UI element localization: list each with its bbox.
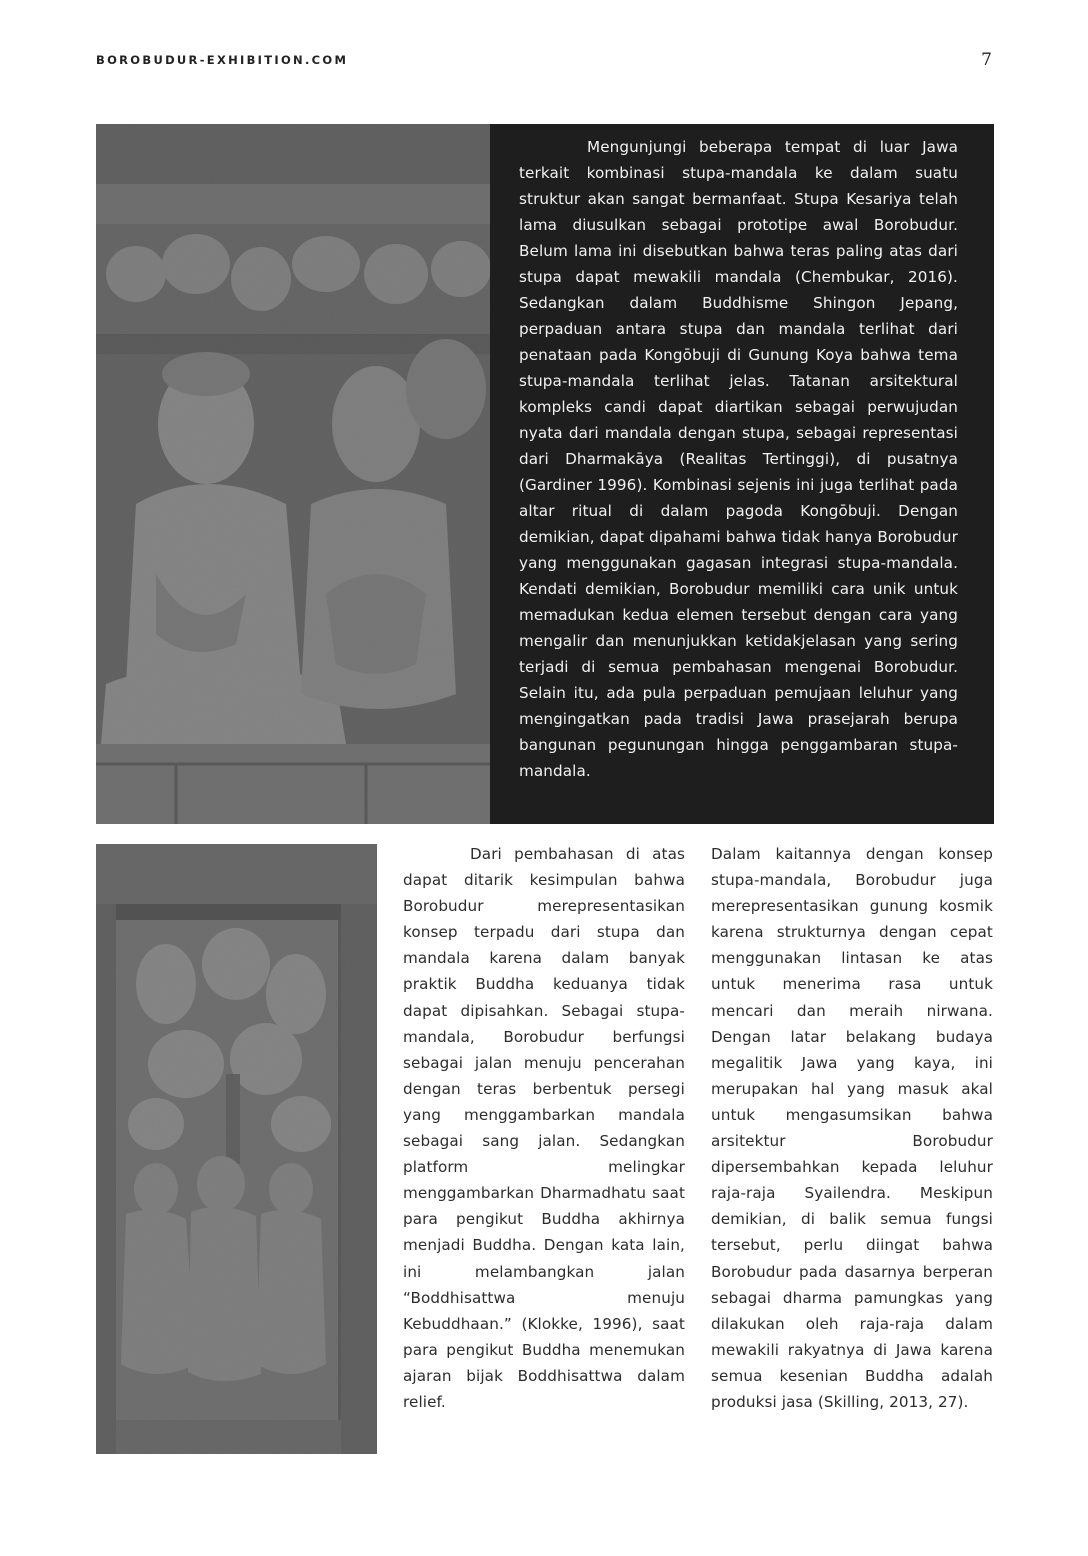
body-paragraph-right: Dalam kaitannya dengan konsep stupa-mandala, Borobudur juga merepresentasikan gunung kosmik karena strukturnya dengan cepat menggunakan lintasan ke atas untuk menerima rasa untuk mencari dan meraih nirwana. Dengan latar belakang budaya megalitik Jawa yang kaya, ini merupakan hal yang masuk akal untuk mengasumsikan bahwa arsitektur Borobudur dipersembahkan kepada leluhur raja-raja Syailendra. Meskipun demikian, di balik semua fungsi tersebut, perlu diingat bahwa Borobudur pada dasarnya berperan sebagai dharma pamungkas yang dilakukan oleh raja-raja dalam mewakili rakyatnya di Jawa karena semua kesenian Buddha adalah produksi jasa (Skilling, 2013, 27). <box>711 845 993 1411</box>
body-paragraph-left: Dari pembahasan di atas dapat ditarik kesimpulan bahwa Borobudur merepresentasikan konsep terpadu dari stupa dan mandala karena dalam banyak praktik Buddha keduanya tidak dapat dipisahkan. Sebagai stupa-mandala, Borobudur berfungsi sebagai jalan menuju pencerahan dengan teras berbentuk persegi yang menggambarkan mandala sebagai sang jalan. Sedangkan platform melingkar menggambarkan Dharmadhatu saat para pengikut Buddha akhirnya menjadi Buddha. Dengan kata lain, ini melambangkan jalan “Boddhisattwa menuju Kebuddhaan.” (Klokke, 1996), saat para pengikut Buddha menemukan ajaran bijak Boddhisattwa dalam relief. <box>403 845 685 1411</box>
highlight-text-box <box>490 124 994 824</box>
relief-tree-figures-icon <box>96 844 377 1454</box>
highlight-paragraph: Mengunjungi beberapa tempat di luar Jawa terkait kombinasi stupa-mandala ke dalam suatu struktur akan sangat bermanfaat. Stupa Kesariya telah lama diusulkan sebagai prototipe awal Borobudur. Belum lama ini disebutkan bahwa teras paling atas dari stupa dapat mewakili mandala (Chembukar, 2016). Sedangkan dalam Buddhisme Shingon Jepang, perpaduan antara stupa dan mandala terlihat dari penataan pada Kongōbuji di Gunung Koya bahwa tema stupa-mandala terlihat jelas. Tatanan arsitektural kompleks candi dapat diartikan sebagai perwujudan nyata dari mandala dengan stupa, sebagai representasi dari Dharmakāya (Realitas Tertinggi), di pusatnya (Gardiner 1996). Kombinasi sejenis ini juga terlihat pada altar ritual di dalam pagoda Kongōbuji. Dengan demikian, dapat dipahami bahwa tidak hanya Borobudur yang menggunakan gagasan integrasi stupa-mandala. Kendati demikian, Borobudur memiliki cara unik untuk memadukan kedua elemen tersebut dengan cara yang mengalir dan menunjukkan ketidakjelasan yang sering terjadi di semua pembahasan mengenai Borobudur. Selain itu, ada pula perpaduan pemujaan leluhur yang mengingatkan pada tradisi Jawa prasejarah berupa bangunan pegunungan hingga penggambaran stupa-mandala. <box>519 138 958 780</box>
relief-photo-bottom <box>96 844 377 1454</box>
body-column-right <box>711 841 993 1415</box>
body-column-left <box>403 841 685 1415</box>
page-number: 7 <box>981 50 992 70</box>
running-header-site: BOROBUDUR-EXHIBITION.COM <box>96 53 349 67</box>
relief-seated-figures-icon <box>96 124 490 824</box>
relief-photo-top <box>96 124 490 824</box>
